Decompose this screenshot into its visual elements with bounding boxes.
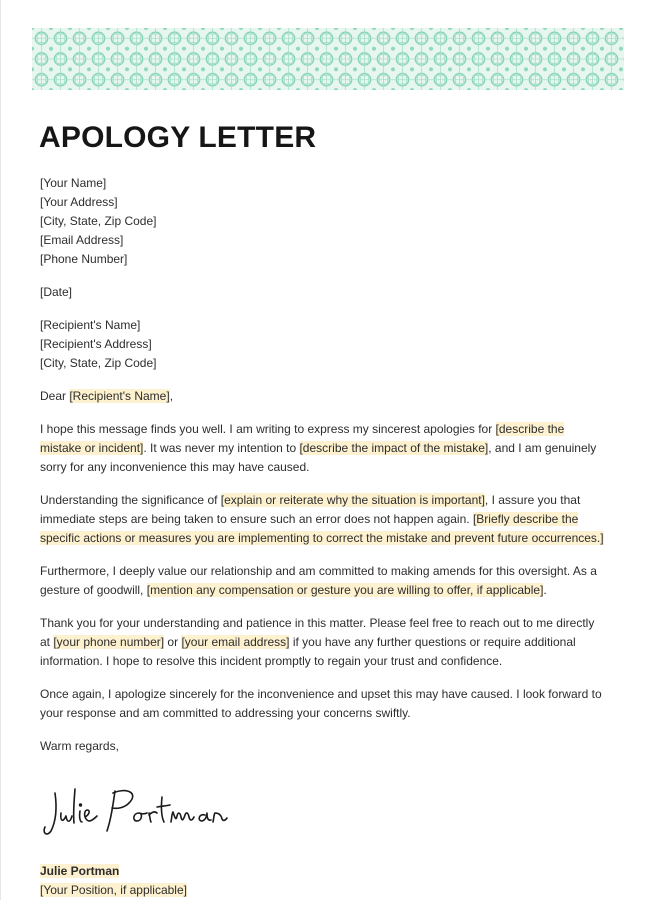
signer-name: Julie Portman: [40, 864, 120, 878]
placeholder-highlight: [your phone number]: [53, 635, 165, 649]
recipient-address-line: [Recipient's Address]: [40, 337, 152, 351]
paragraph-text: Once again, I apologize sincerely for the inconvenience and upset this may have caused. I look forward to: [40, 687, 602, 701]
paragraph-line: [40, 439, 620, 458]
paragraph-line: [40, 614, 620, 633]
sender-city-state-zip: [City, State, Zip Code]: [40, 214, 157, 228]
sender-address-line: [Your Address]: [40, 195, 118, 209]
paragraph-text: if you have any further questions or require additional: [289, 635, 576, 649]
sender-phone: [Phone Number]: [40, 252, 128, 266]
paragraph-line: [40, 704, 620, 723]
paragraph-text: Thank you for your understanding and patience in this matter. Please feel free to reach out to me directly: [40, 616, 595, 630]
paragraph-text: .: [543, 583, 547, 597]
paragraph-text: or: [164, 635, 182, 649]
salutation-recipient-placeholder: [Recipient's Name]: [69, 389, 170, 403]
paragraph-text: . It was never my intention to: [143, 441, 300, 455]
salutation: Dear [Recipient's Name],: [40, 389, 174, 403]
placeholder-highlight: [explain or reiterate why the situation is important]: [220, 493, 485, 507]
paragraph-text: Furthermore, I deeply value our relationship and am committed to making amends for this oversight. As a: [40, 564, 597, 578]
placeholder-highlight: mistake or incident]: [40, 441, 144, 455]
letter-date: [Date]: [40, 285, 73, 299]
placeholder-highlight: [Briefly describe the: [472, 512, 579, 526]
recipient-city-state-zip: [City, State, Zip Code]: [40, 356, 157, 370]
paragraph-text: I hope this message finds you well. I am writing to express my sincerest apologies for: [40, 422, 496, 436]
placeholder-highlight: [describe the: [495, 422, 565, 436]
paragraph-text: sorry for any inconvenience this may have caused.: [40, 460, 310, 474]
paragraph-text: , and I am genuinely: [488, 441, 597, 455]
paragraph-text: gesture of goodwill,: [40, 583, 147, 597]
paragraph-text: information. I hope to resolve this incident promptly to regain your trust and confidence.: [40, 654, 503, 668]
body-paragraph: [40, 562, 620, 600]
sender-name: [Your Name]: [40, 176, 107, 190]
paragraph-line: [40, 685, 620, 704]
recipient-address: [40, 316, 620, 373]
placeholder-highlight: specific actions or measures you are implementing to correct the mistake and prevent future occurrences.]: [40, 531, 604, 545]
paragraph-line: [40, 491, 620, 510]
paragraph-text: , I assure you that: [484, 493, 581, 507]
body-paragraphs: [40, 420, 620, 723]
body-paragraph: [40, 491, 620, 548]
paragraph-line: [40, 652, 620, 671]
paragraph-line: [40, 581, 620, 600]
letter-body: [40, 174, 620, 770]
sender-email: [Email Address]: [40, 233, 124, 247]
placeholder-highlight: [mention any compensation or gesture you are willing to offer, if applicable]: [146, 583, 544, 597]
paragraph-text: at: [40, 635, 54, 649]
handwritten-signature: [41, 783, 231, 845]
signer-position: [Your Position, if applicable]: [40, 883, 187, 897]
paragraph-line: [40, 420, 620, 439]
recipient-name: [Recipient's Name]: [40, 318, 141, 332]
paragraph-line: [40, 562, 620, 581]
body-paragraph: [40, 420, 620, 477]
sender-address: [40, 174, 620, 269]
letter-title: APOLOGY LETTER: [39, 121, 317, 154]
paragraph-line: [40, 633, 620, 652]
closing: Warm regards,: [40, 739, 119, 753]
placeholder-highlight: [your email address]: [181, 635, 290, 649]
paragraph-text: your response and am committed to addressing your concerns swiftly.: [40, 706, 411, 720]
decorative-pattern-banner: [32, 28, 624, 90]
paragraph-line: [40, 529, 620, 548]
paragraph-line: [40, 458, 620, 477]
paragraph-line: [40, 510, 620, 529]
paragraph-text: immediate steps are being taken to ensure such an error does not happen again.: [40, 512, 473, 526]
body-paragraph: [40, 685, 620, 723]
body-paragraph: [40, 614, 620, 671]
signer-block: [40, 862, 187, 900]
paragraph-text: Understanding the significance of: [40, 493, 221, 507]
placeholder-highlight: [describe the impact of the mistake]: [299, 441, 489, 455]
